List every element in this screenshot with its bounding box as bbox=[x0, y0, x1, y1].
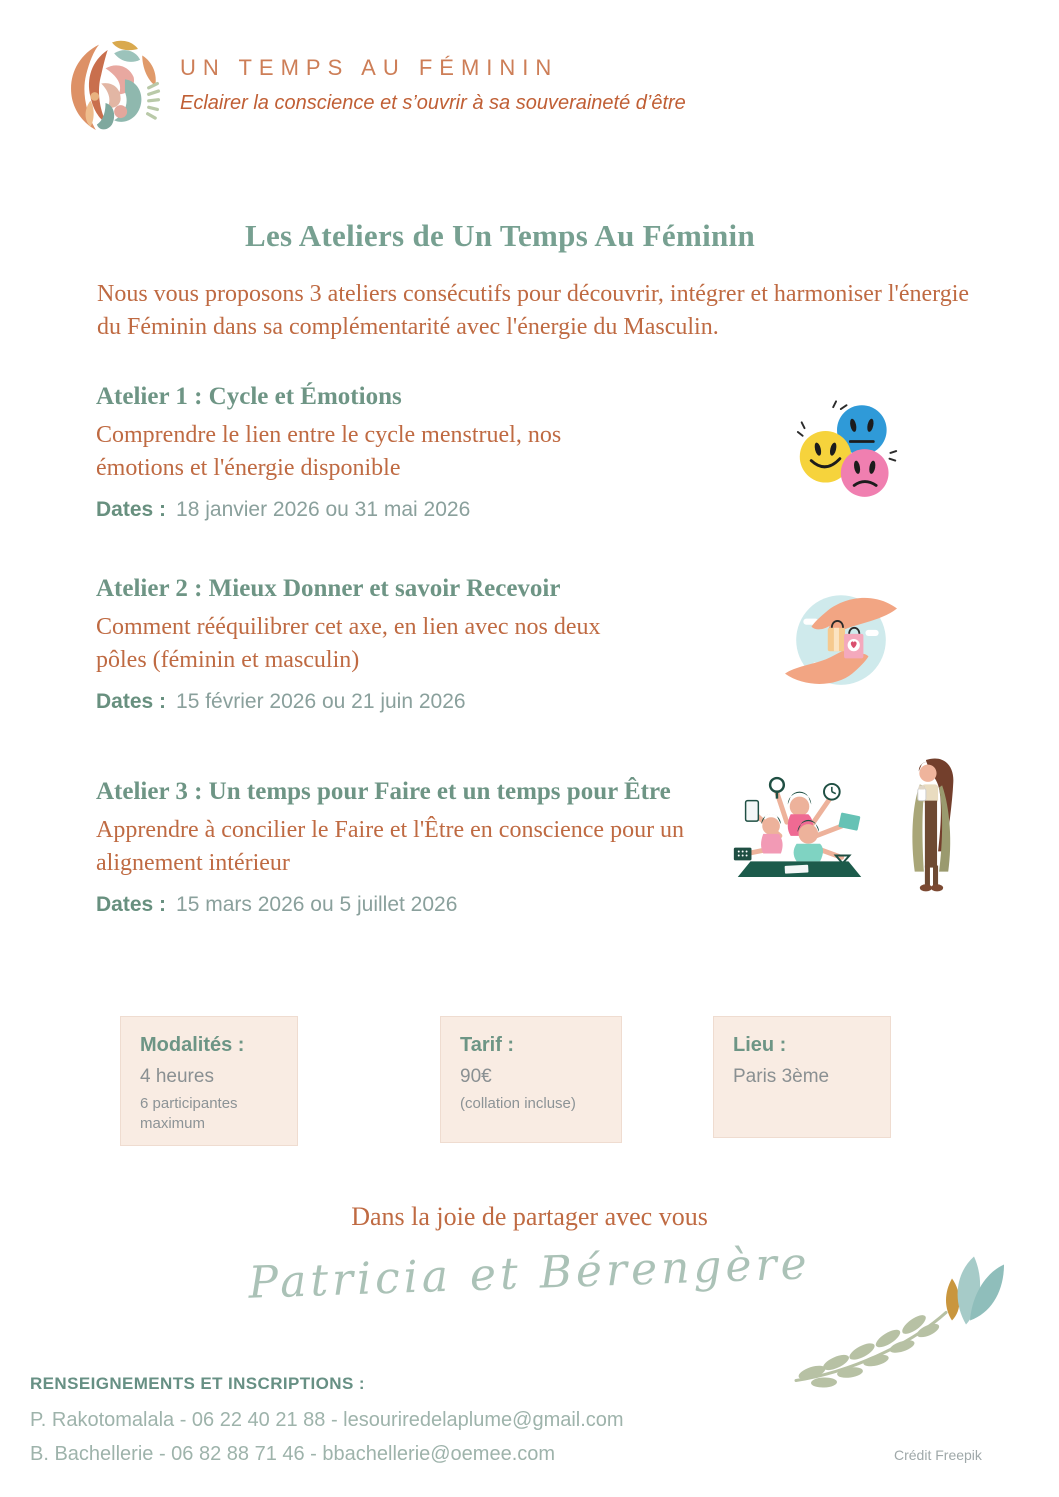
dates-value: 15 février 2026 ou 21 juin 2026 bbox=[176, 690, 466, 714]
contact-line-2: B. Bachellerie - 06 82 88 71 46 - bbachellerie@oemee.com bbox=[30, 1443, 556, 1465]
image-credit: Crédit Freepik bbox=[894, 1447, 982, 1463]
lieu-label: Lieu : bbox=[733, 1034, 787, 1056]
tarif-label: Tarif : bbox=[460, 1034, 515, 1056]
atelier-1-section bbox=[96, 383, 626, 522]
tarif-box bbox=[440, 1016, 622, 1143]
atelier-3-section bbox=[96, 778, 716, 917]
emotion-faces-illustration bbox=[795, 398, 900, 506]
atelier-2-dates bbox=[96, 690, 601, 714]
modalites-label: Modalités : bbox=[140, 1034, 245, 1056]
closing-message: Dans la joie de partager avec vous bbox=[351, 1202, 708, 1231]
contact-line-1: P. Rakotomalala - 06 22 40 21 88 - lesouriredelaplume@gmail.com bbox=[30, 1409, 624, 1431]
page-title: Les Ateliers de Un Temps Au Féminin bbox=[245, 218, 755, 253]
footer-heading: RENSEIGNEMENTS ET INSCRIPTIONS : bbox=[30, 1374, 365, 1393]
lieu-value: Paris 3ème bbox=[733, 1066, 830, 1087]
standing-woman-illustration bbox=[896, 756, 970, 898]
tarif-note: (collation incluse) bbox=[460, 1095, 576, 1112]
modalites-value: 4 heures bbox=[140, 1066, 214, 1087]
footer-contact-block bbox=[30, 1374, 624, 1477]
dates-value: 15 mars 2026 ou 5 juillet 2026 bbox=[176, 893, 458, 917]
atelier-1-description: Comprendre le lien entre le cycle menstruel, nos émotions et l'énergie disponible bbox=[96, 422, 562, 482]
brand-block bbox=[180, 55, 686, 115]
dates-label: Dates : bbox=[96, 498, 167, 522]
brand-logo-icon bbox=[58, 36, 166, 144]
giving-hands-illustration bbox=[785, 582, 897, 694]
atelier-1-dates bbox=[96, 498, 626, 522]
brand-tagline: Eclairer la conscience et s’ouvrir à sa souveraineté d’être bbox=[180, 92, 686, 114]
multitasking-women-illustration bbox=[726, 764, 873, 894]
dates-value: 18 janvier 2026 ou 31 mai 2026 bbox=[176, 498, 471, 522]
lieu-box bbox=[713, 1016, 891, 1138]
leaf-branch-decoration-icon bbox=[790, 1248, 1010, 1413]
modalites-note: 6 participantes maximum bbox=[140, 1095, 238, 1133]
brand-name: UN TEMPS AU FÉMININ bbox=[180, 55, 559, 80]
tarif-value: 90€ bbox=[460, 1066, 492, 1087]
atelier-2-description: Comment rééquilibrer cet axe, en lien avec nos deux pôles (féminin et masculin) bbox=[96, 614, 601, 674]
dates-label: Dates : bbox=[96, 893, 167, 917]
atelier-2-heading: Atelier 2 : Mieux Donner et savoir Recevoir bbox=[96, 575, 561, 602]
atelier-3-description: Apprendre à concilier le Faire et l'Être en conscience pour un alignement intérieur bbox=[96, 817, 685, 877]
atelier-3-heading: Atelier 3 : Un temps pour Faire et un temps pour Être bbox=[96, 778, 671, 805]
atelier-2-section bbox=[96, 575, 601, 714]
intro-paragraph: Nous vous proposons 3 ateliers consécutifs pour découvrir, intégrer et harmoniser l'énergie du Féminin dans sa complémentarité avec l'énergie du Masculin. bbox=[97, 281, 970, 341]
atelier-1-heading: Atelier 1 : Cycle et Émotions bbox=[96, 383, 402, 410]
dates-label: Dates : bbox=[96, 690, 167, 714]
atelier-3-dates bbox=[96, 893, 716, 917]
signature-text: Patricia et Bérengère bbox=[247, 1238, 812, 1309]
modalites-box bbox=[120, 1016, 298, 1146]
